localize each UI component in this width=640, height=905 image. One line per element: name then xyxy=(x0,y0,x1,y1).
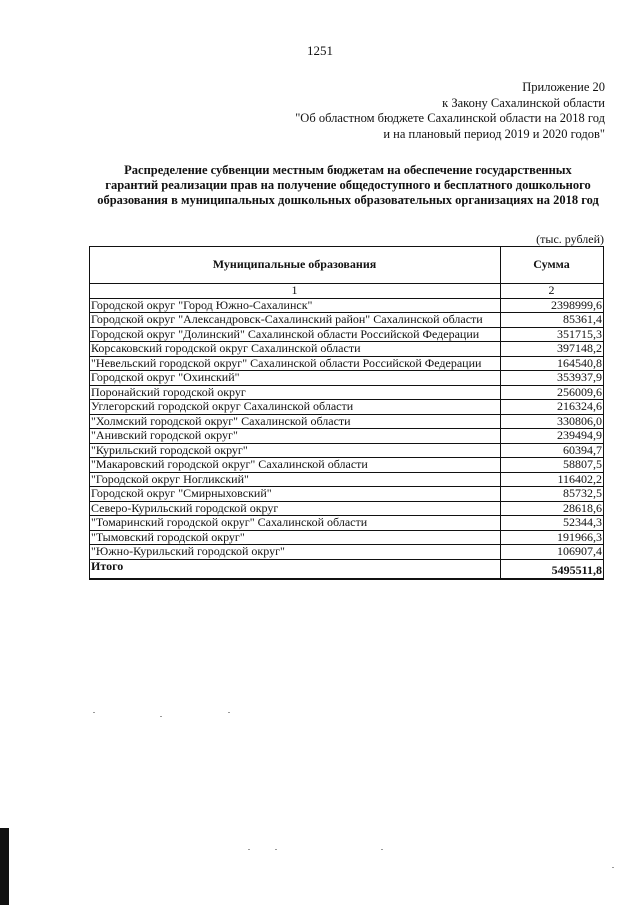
total-label: Итого xyxy=(90,559,501,579)
table-row xyxy=(90,385,604,400)
scan-speck xyxy=(93,712,95,713)
subvention-amount: 216324,6 xyxy=(501,400,604,415)
subvention-amount: 106907,4 xyxy=(501,545,604,560)
scan-speck xyxy=(275,849,277,850)
municipality-name: Городской округ "Охинский" xyxy=(90,371,501,386)
table-row xyxy=(90,487,604,502)
municipality-name: "Холмский городской округ" Сахалинской области xyxy=(90,414,501,429)
table-row xyxy=(90,516,604,531)
subvention-amount: 60394,7 xyxy=(501,443,604,458)
subvention-amount: 116402,2 xyxy=(501,472,604,487)
table-row xyxy=(90,443,604,458)
table-row xyxy=(90,501,604,516)
units-label: (тыс. рублей) xyxy=(536,232,604,246)
table-row xyxy=(90,458,604,473)
municipality-name: "Городской округ Ногликский" xyxy=(90,472,501,487)
subvention-amount: 28618,6 xyxy=(501,501,604,516)
municipality-name: "Южно-Курильский городской округ" xyxy=(90,545,501,560)
scan-speck xyxy=(248,849,250,850)
index-name: 1 xyxy=(90,284,501,299)
scan-speck xyxy=(612,867,614,868)
municipality-name: "Макаровский городской округ" Сахалинской области xyxy=(90,458,501,473)
municipality-name: Городской округ "Смирныховский" xyxy=(90,487,501,502)
header-name: Муниципальные образования xyxy=(90,247,501,284)
subvention-amount: 85732,5 xyxy=(501,487,604,502)
header-row xyxy=(90,247,604,284)
subvention-amount: 2398999,6 xyxy=(501,298,604,313)
table-row xyxy=(90,313,604,328)
subvention-amount: 52344,3 xyxy=(501,516,604,531)
document-title xyxy=(88,163,608,208)
municipality-name: "Томаринский городской округ" Сахалинской области xyxy=(90,516,501,531)
title-line: Распределение субвенции местным бюджетам на обеспечение государственных xyxy=(124,163,572,177)
page-number: 1251 xyxy=(307,43,333,58)
municipality-name: Углегорский городской округ Сахалинской области xyxy=(90,400,501,415)
appendix-line: Приложение 20 xyxy=(522,80,605,94)
title-line: гарантий реализации прав на получение общедоступного и бесплатного дошкольного xyxy=(105,178,591,192)
appendix-line: к Закону Сахалинской области xyxy=(442,95,605,110)
table-row xyxy=(90,400,604,415)
subvention-amount: 256009,6 xyxy=(501,385,604,400)
table-row xyxy=(90,371,604,386)
subvention-amount: 191966,3 xyxy=(501,530,604,545)
table-row xyxy=(90,414,604,429)
subvention-amount: 397148,2 xyxy=(501,342,604,357)
municipality-name: Корсаковский городской округ Сахалинской области xyxy=(90,342,501,357)
municipality-name: Городской округ "Долинский" Сахалинской области Российской Федерации xyxy=(90,327,501,342)
appendix-block xyxy=(295,80,605,142)
table-row xyxy=(90,429,604,444)
subvention-amount: 330806,0 xyxy=(501,414,604,429)
scan-margin-mark xyxy=(0,828,9,905)
table-row xyxy=(90,342,604,357)
header-sum: Сумма xyxy=(501,247,604,284)
column-index-row xyxy=(90,284,604,299)
subvention-amount: 58807,5 xyxy=(501,458,604,473)
subvention-amount: 353937,9 xyxy=(501,371,604,386)
appendix-line: и на плановый период 2019 и 2020 годов" xyxy=(383,126,605,141)
municipality-name: "Тымовский городской округ" xyxy=(90,530,501,545)
municipality-name: "Невельский городской округ" Сахалинской области Российской Федерации xyxy=(90,356,501,371)
table-row xyxy=(90,356,604,371)
table-row xyxy=(90,530,604,545)
title-line: образования в муниципальных дошкольных образовательных организациях на 2018 год xyxy=(97,193,599,207)
appendix-line: "Об областном бюджете Сахалинской области на 2018 год xyxy=(295,111,605,125)
total-amount: 5495511,8 xyxy=(501,559,604,579)
subvention-amount: 239494,9 xyxy=(501,429,604,444)
table-row xyxy=(90,472,604,487)
table-row xyxy=(90,298,604,313)
subvention-amount: 164540,8 xyxy=(501,356,604,371)
municipality-name: Городской округ "Александровск-Сахалинский район" Сахалинской области xyxy=(90,313,501,328)
subvention-amount: 351715,3 xyxy=(501,327,604,342)
scan-speck xyxy=(228,712,230,713)
municipality-name: Северо-Курильский городской округ xyxy=(90,501,501,516)
municipality-name: "Анивский городской округ" xyxy=(90,429,501,444)
table-row xyxy=(90,545,604,560)
total-row xyxy=(90,559,604,579)
municipality-name: Поронайский городской округ xyxy=(90,385,501,400)
scan-speck xyxy=(160,716,162,717)
subvention-amount: 85361,4 xyxy=(501,313,604,328)
municipality-name: "Курильский городской округ" xyxy=(90,443,501,458)
table-row xyxy=(90,327,604,342)
index-sum: 2 xyxy=(501,284,604,299)
subvention-table xyxy=(89,246,604,580)
scan-speck xyxy=(381,849,383,850)
municipality-name: Городской округ "Город Южно-Сахалинск" xyxy=(90,298,501,313)
